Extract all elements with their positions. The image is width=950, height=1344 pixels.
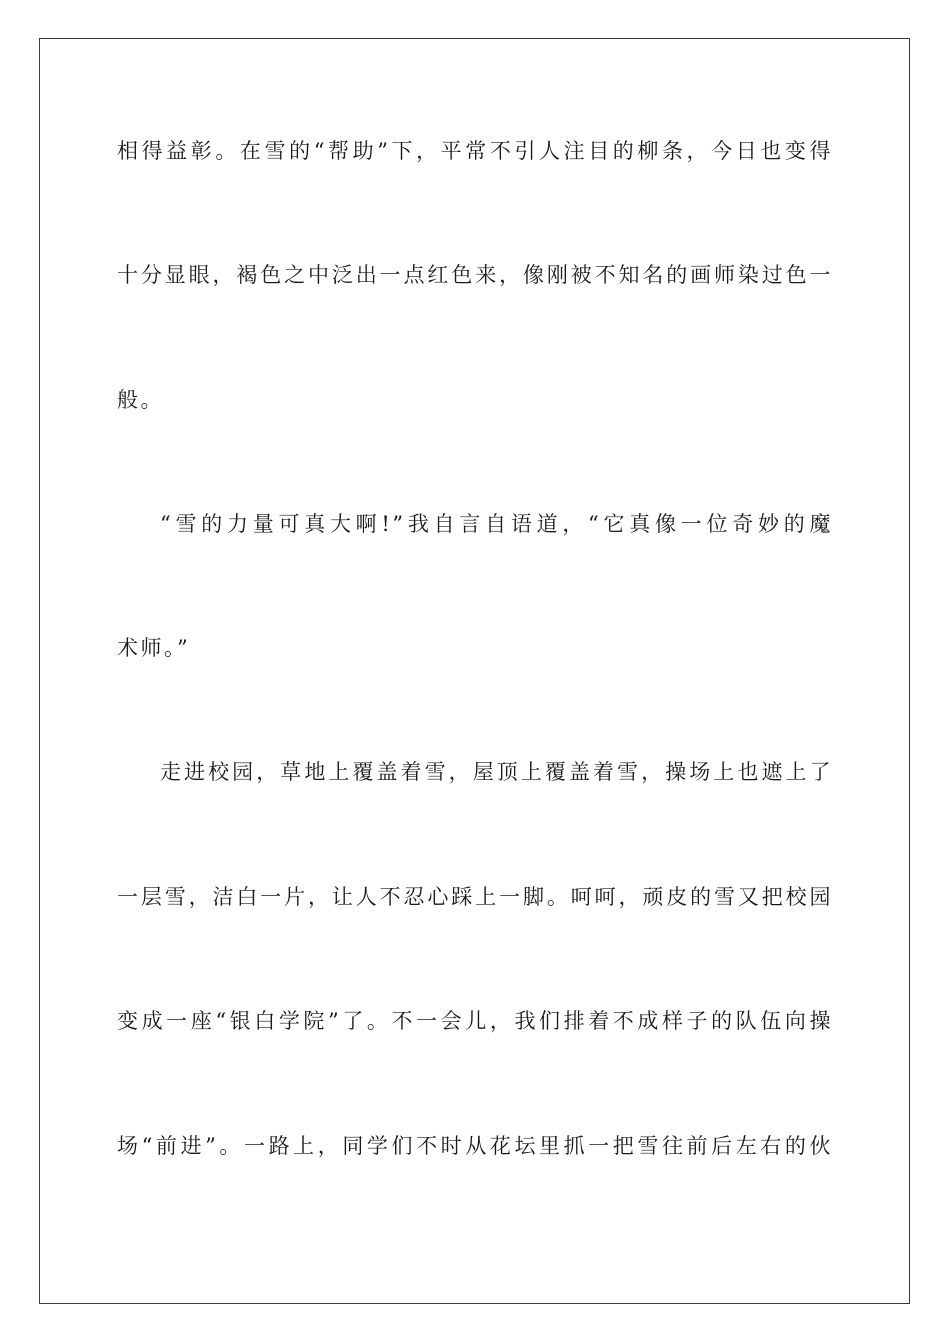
text-line-5: 术师。” bbox=[117, 636, 191, 660]
text-line-3: 般。 bbox=[117, 388, 164, 412]
text-line-6: 走进校园，草地上覆盖着雪，屋顶上覆盖着雪，操场上也遮上了 bbox=[160, 760, 833, 784]
text-line-4: “雪的力量可真大啊!”我自言自语道，“它真像一位奇妙的魔 bbox=[160, 512, 833, 536]
text-line-2: 十分显眼，褐色之中泛出一点红色来，像刚被不知名的画师染过色一 bbox=[117, 263, 833, 287]
text-line-1: 相得益彰。在雪的“帮助”下，平常不引人注目的柳条，今日也变得 bbox=[117, 139, 833, 163]
text-line-8: 变成一座“银白学院”了。不一会儿，我们排着不成样子的队伍向操 bbox=[117, 1009, 833, 1033]
text-line-9: 场“前进”。一路上，同学们不时从花坛里抓一把雪往前后左右的伙 bbox=[117, 1134, 833, 1158]
page-border bbox=[39, 38, 910, 1304]
text-line-7: 一层雪，洁白一片，让人不忍心踩上一脚。呵呵，顽皮的雪又把校园 bbox=[117, 885, 833, 909]
